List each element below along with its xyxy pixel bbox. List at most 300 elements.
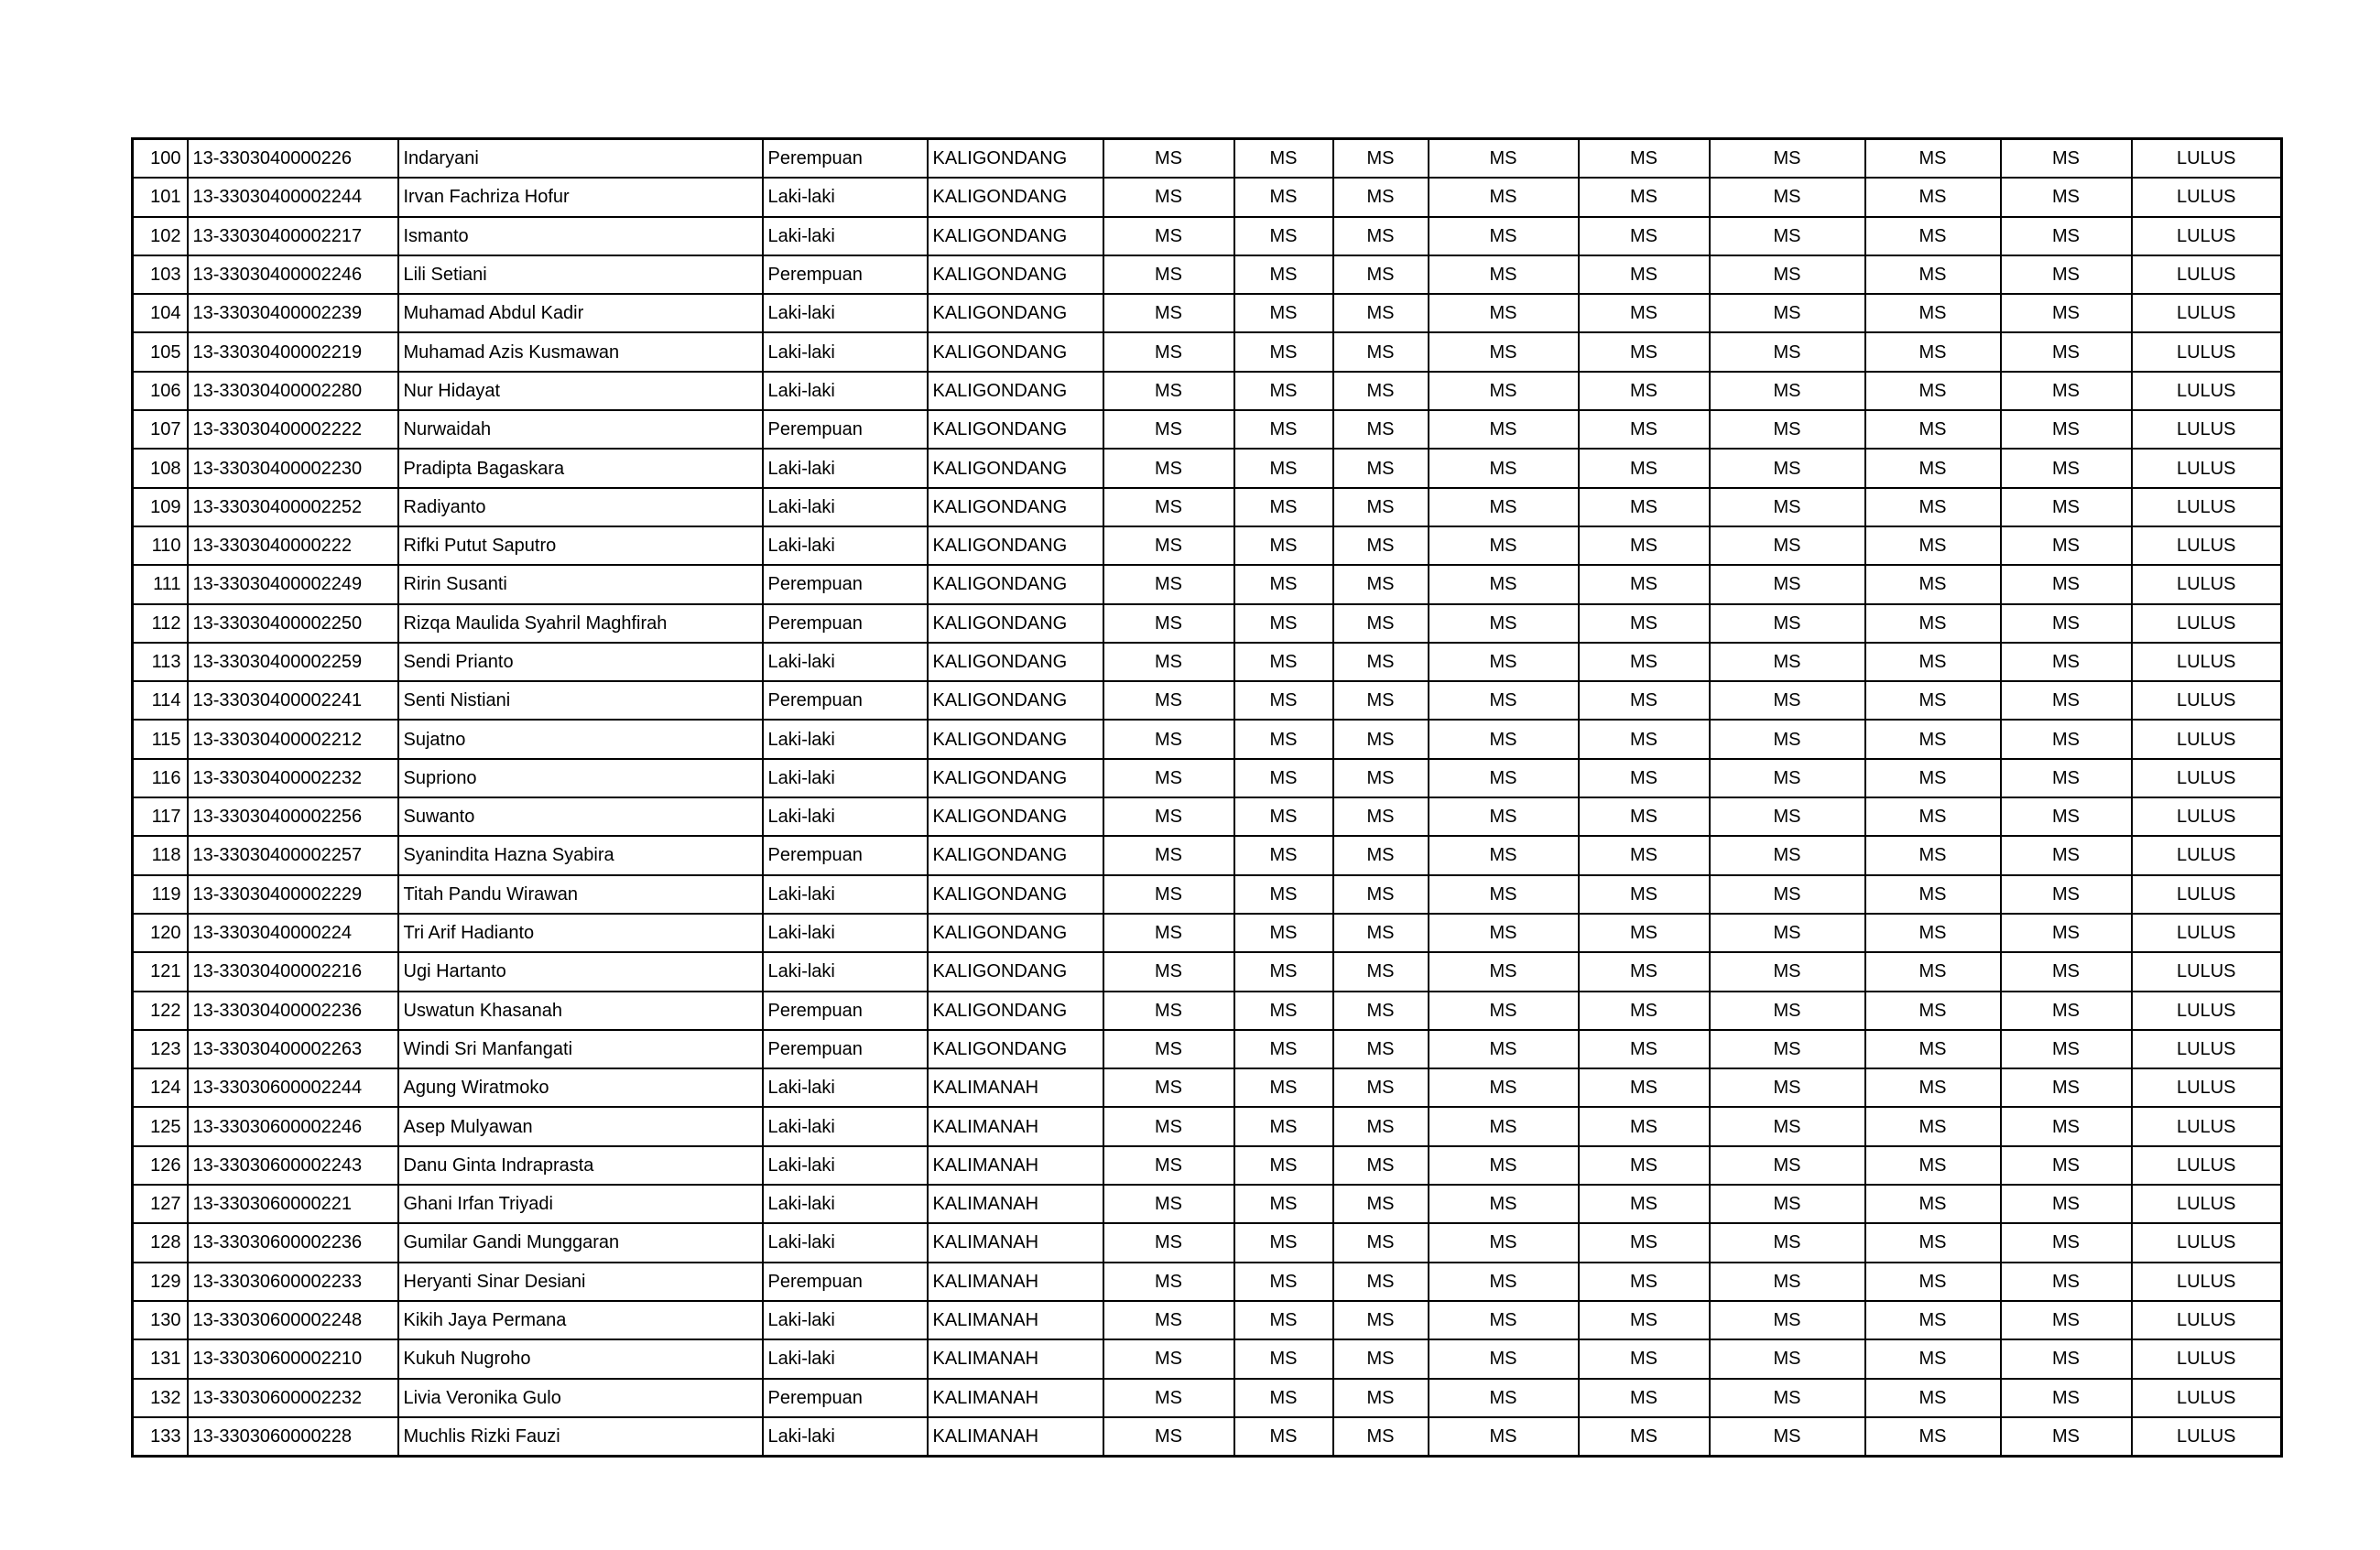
name-cell: Muchlis Rizki Fauzi: [398, 1417, 763, 1457]
criteria-3-cell: MS: [1333, 255, 1429, 294]
criteria-2-cell: MS: [1234, 526, 1333, 565]
gender-cell: Perempuan: [763, 410, 928, 449]
gender-cell: Laki-laki: [763, 1417, 928, 1457]
result-cell: LULUS: [2132, 217, 2282, 255]
criteria-2-cell: MS: [1234, 914, 1333, 952]
name-cell: Agung Wiratmoko: [398, 1068, 763, 1107]
criteria-5-cell: MS: [1579, 217, 1710, 255]
name-cell: Sendi Prianto: [398, 643, 763, 681]
criteria-8-cell: MS: [2001, 952, 2132, 991]
criteria-7-cell: MS: [1865, 836, 2001, 874]
district-cell: KALIMANAH: [928, 1379, 1103, 1417]
gender-cell: Laki-laki: [763, 294, 928, 332]
criteria-3-cell: MS: [1333, 1107, 1429, 1145]
criteria-5-cell: MS: [1579, 1068, 1710, 1107]
criteria-8-cell: MS: [2001, 914, 2132, 952]
criteria-6-cell: MS: [1710, 488, 1865, 526]
criteria-5-cell: MS: [1579, 681, 1710, 720]
participant-id-cell: 13-33030600002233: [188, 1263, 398, 1301]
gender-cell: Laki-laki: [763, 1185, 928, 1223]
criteria-7-cell: MS: [1865, 332, 2001, 371]
criteria-4-cell: MS: [1429, 217, 1579, 255]
criteria-1-cell: MS: [1103, 1379, 1234, 1417]
criteria-6-cell: MS: [1710, 1339, 1865, 1378]
criteria-1-cell: MS: [1103, 565, 1234, 603]
row-number-cell: 124: [133, 1068, 188, 1107]
gender-cell: Laki-laki: [763, 178, 928, 216]
criteria-8-cell: MS: [2001, 1068, 2132, 1107]
criteria-1-cell: MS: [1103, 681, 1234, 720]
criteria-6-cell: MS: [1710, 449, 1865, 487]
table-row: [133, 1379, 2282, 1417]
criteria-8-cell: MS: [2001, 488, 2132, 526]
table-row: [133, 178, 2282, 216]
result-cell: LULUS: [2132, 255, 2282, 294]
gender-cell: Laki-laki: [763, 914, 928, 952]
table-row: [133, 217, 2282, 255]
participant-id-cell: 13-33030600002232: [188, 1379, 398, 1417]
criteria-8-cell: MS: [2001, 1417, 2132, 1457]
criteria-5-cell: MS: [1579, 178, 1710, 216]
criteria-1-cell: MS: [1103, 836, 1234, 874]
gender-cell: Laki-laki: [763, 643, 928, 681]
criteria-2-cell: MS: [1234, 720, 1333, 758]
participant-id-cell: 13-33030400002280: [188, 372, 398, 410]
criteria-4-cell: MS: [1429, 1223, 1579, 1262]
criteria-4-cell: MS: [1429, 1379, 1579, 1417]
criteria-3-cell: MS: [1333, 332, 1429, 371]
gender-cell: Laki-laki: [763, 797, 928, 836]
criteria-4-cell: MS: [1429, 372, 1579, 410]
participant-id-cell: 13-3303040000224: [188, 914, 398, 952]
criteria-4-cell: MS: [1429, 332, 1579, 371]
criteria-1-cell: MS: [1103, 759, 1234, 797]
criteria-1-cell: MS: [1103, 875, 1234, 914]
criteria-1-cell: MS: [1103, 1223, 1234, 1262]
participant-id-cell: 13-33030400002229: [188, 875, 398, 914]
criteria-1-cell: MS: [1103, 1301, 1234, 1339]
name-cell: Titah Pandu Wirawan: [398, 875, 763, 914]
criteria-5-cell: MS: [1579, 1146, 1710, 1185]
criteria-1-cell: MS: [1103, 914, 1234, 952]
criteria-8-cell: MS: [2001, 1107, 2132, 1145]
criteria-2-cell: MS: [1234, 797, 1333, 836]
result-cell: LULUS: [2132, 1339, 2282, 1378]
gender-cell: Perempuan: [763, 565, 928, 603]
name-cell: Radiyanto: [398, 488, 763, 526]
result-cell: LULUS: [2132, 1223, 2282, 1262]
criteria-6-cell: MS: [1710, 294, 1865, 332]
criteria-2-cell: MS: [1234, 178, 1333, 216]
table-row: [133, 488, 2282, 526]
criteria-1-cell: MS: [1103, 255, 1234, 294]
criteria-3-cell: MS: [1333, 643, 1429, 681]
district-cell: KALIGONDANG: [928, 875, 1103, 914]
district-cell: KALIGONDANG: [928, 643, 1103, 681]
criteria-7-cell: MS: [1865, 178, 2001, 216]
criteria-3-cell: MS: [1333, 139, 1429, 179]
gender-cell: Perempuan: [763, 836, 928, 874]
district-cell: KALIGONDANG: [928, 797, 1103, 836]
row-number-cell: 133: [133, 1417, 188, 1457]
criteria-3-cell: MS: [1333, 1223, 1429, 1262]
criteria-6-cell: MS: [1710, 255, 1865, 294]
criteria-8-cell: MS: [2001, 1263, 2132, 1301]
criteria-8-cell: MS: [2001, 797, 2132, 836]
criteria-6-cell: MS: [1710, 1107, 1865, 1145]
criteria-3-cell: MS: [1333, 1339, 1429, 1378]
criteria-6-cell: MS: [1710, 526, 1865, 565]
criteria-1-cell: MS: [1103, 217, 1234, 255]
criteria-2-cell: MS: [1234, 332, 1333, 371]
criteria-4-cell: MS: [1429, 875, 1579, 914]
table-row: [133, 255, 2282, 294]
criteria-8-cell: MS: [2001, 643, 2132, 681]
criteria-1-cell: MS: [1103, 1107, 1234, 1145]
row-number-cell: 127: [133, 1185, 188, 1223]
criteria-4-cell: MS: [1429, 720, 1579, 758]
gender-cell: Perempuan: [763, 1379, 928, 1417]
name-cell: Danu Ginta Indraprasta: [398, 1146, 763, 1185]
criteria-8-cell: MS: [2001, 449, 2132, 487]
criteria-7-cell: MS: [1865, 643, 2001, 681]
district-cell: KALIGONDANG: [928, 526, 1103, 565]
criteria-7-cell: MS: [1865, 720, 2001, 758]
district-cell: KALIGONDANG: [928, 681, 1103, 720]
criteria-6-cell: MS: [1710, 1263, 1865, 1301]
criteria-6-cell: MS: [1710, 565, 1865, 603]
name-cell: Uswatun Khasanah: [398, 992, 763, 1030]
gender-cell: Laki-laki: [763, 952, 928, 991]
name-cell: Ismanto: [398, 217, 763, 255]
criteria-4-cell: MS: [1429, 139, 1579, 179]
row-number-cell: 104: [133, 294, 188, 332]
result-cell: LULUS: [2132, 759, 2282, 797]
criteria-3-cell: MS: [1333, 1379, 1429, 1417]
criteria-1-cell: MS: [1103, 720, 1234, 758]
result-cell: LULUS: [2132, 1030, 2282, 1068]
row-number-cell: 130: [133, 1301, 188, 1339]
name-cell: Ghani Irfan Triyadi: [398, 1185, 763, 1223]
criteria-8-cell: MS: [2001, 139, 2132, 179]
table-row: [133, 914, 2282, 952]
gender-cell: Perempuan: [763, 681, 928, 720]
result-cell: LULUS: [2132, 372, 2282, 410]
participant-id-cell: 13-3303060000221: [188, 1185, 398, 1223]
gender-cell: Laki-laki: [763, 875, 928, 914]
district-cell: KALIGONDANG: [928, 720, 1103, 758]
criteria-7-cell: MS: [1865, 488, 2001, 526]
criteria-4-cell: MS: [1429, 1068, 1579, 1107]
district-cell: KALIGONDANG: [928, 372, 1103, 410]
name-cell: Pradipta Bagaskara: [398, 449, 763, 487]
criteria-1-cell: MS: [1103, 449, 1234, 487]
criteria-8-cell: MS: [2001, 1185, 2132, 1223]
criteria-8-cell: MS: [2001, 836, 2132, 874]
criteria-7-cell: MS: [1865, 139, 2001, 179]
criteria-1-cell: MS: [1103, 372, 1234, 410]
criteria-6-cell: MS: [1710, 914, 1865, 952]
criteria-7-cell: MS: [1865, 1223, 2001, 1262]
criteria-6-cell: MS: [1710, 720, 1865, 758]
name-cell: Tri Arif Hadianto: [398, 914, 763, 952]
gender-cell: Perempuan: [763, 1030, 928, 1068]
result-cell: LULUS: [2132, 139, 2282, 179]
gender-cell: Laki-laki: [763, 1146, 928, 1185]
criteria-3-cell: MS: [1333, 720, 1429, 758]
table-row: [133, 526, 2282, 565]
criteria-1-cell: MS: [1103, 526, 1234, 565]
table-body: [133, 139, 2282, 1457]
criteria-8-cell: MS: [2001, 1030, 2132, 1068]
table-row: [133, 836, 2282, 874]
gender-cell: Laki-laki: [763, 488, 928, 526]
name-cell: Rifki Putut Saputro: [398, 526, 763, 565]
result-cell: LULUS: [2132, 488, 2282, 526]
criteria-3-cell: MS: [1333, 449, 1429, 487]
criteria-5-cell: MS: [1579, 255, 1710, 294]
criteria-6-cell: MS: [1710, 759, 1865, 797]
criteria-3-cell: MS: [1333, 178, 1429, 216]
table-row: [133, 565, 2282, 603]
participant-id-cell: 13-3303040000222: [188, 526, 398, 565]
criteria-3-cell: MS: [1333, 604, 1429, 643]
criteria-5-cell: MS: [1579, 294, 1710, 332]
criteria-8-cell: MS: [2001, 875, 2132, 914]
criteria-1-cell: MS: [1103, 294, 1234, 332]
criteria-5-cell: MS: [1579, 449, 1710, 487]
gender-cell: Perempuan: [763, 255, 928, 294]
criteria-7-cell: MS: [1865, 1030, 2001, 1068]
criteria-2-cell: MS: [1234, 1263, 1333, 1301]
criteria-7-cell: MS: [1865, 914, 2001, 952]
result-cell: LULUS: [2132, 836, 2282, 874]
criteria-5-cell: MS: [1579, 1263, 1710, 1301]
criteria-4-cell: MS: [1429, 255, 1579, 294]
criteria-3-cell: MS: [1333, 1417, 1429, 1457]
criteria-4-cell: MS: [1429, 1030, 1579, 1068]
district-cell: KALIGONDANG: [928, 178, 1103, 216]
criteria-4-cell: MS: [1429, 526, 1579, 565]
name-cell: Nurwaidah: [398, 410, 763, 449]
name-cell: Kikih Jaya Permana: [398, 1301, 763, 1339]
criteria-4-cell: MS: [1429, 604, 1579, 643]
criteria-7-cell: MS: [1865, 797, 2001, 836]
criteria-1-cell: MS: [1103, 604, 1234, 643]
name-cell: Gumilar Gandi Munggaran: [398, 1223, 763, 1262]
criteria-5-cell: MS: [1579, 372, 1710, 410]
gender-cell: Laki-laki: [763, 1223, 928, 1262]
criteria-3-cell: MS: [1333, 488, 1429, 526]
criteria-4-cell: MS: [1429, 1301, 1579, 1339]
criteria-3-cell: MS: [1333, 1030, 1429, 1068]
row-number-cell: 101: [133, 178, 188, 216]
criteria-5-cell: MS: [1579, 952, 1710, 991]
criteria-1-cell: MS: [1103, 488, 1234, 526]
criteria-7-cell: MS: [1865, 410, 2001, 449]
table-row: [133, 1263, 2282, 1301]
district-cell: KALIGONDANG: [928, 139, 1103, 179]
criteria-1-cell: MS: [1103, 643, 1234, 681]
criteria-1-cell: MS: [1103, 1185, 1234, 1223]
criteria-4-cell: MS: [1429, 992, 1579, 1030]
criteria-2-cell: MS: [1234, 255, 1333, 294]
gender-cell: Perempuan: [763, 992, 928, 1030]
district-cell: KALIMANAH: [928, 1185, 1103, 1223]
criteria-4-cell: MS: [1429, 294, 1579, 332]
result-cell: LULUS: [2132, 294, 2282, 332]
name-cell: Heryanti Sinar Desiani: [398, 1263, 763, 1301]
gender-cell: Laki-laki: [763, 526, 928, 565]
criteria-2-cell: MS: [1234, 1068, 1333, 1107]
criteria-3-cell: MS: [1333, 526, 1429, 565]
criteria-4-cell: MS: [1429, 1417, 1579, 1457]
criteria-8-cell: MS: [2001, 1339, 2132, 1378]
row-number-cell: 132: [133, 1379, 188, 1417]
table-row: [133, 643, 2282, 681]
gender-cell: Laki-laki: [763, 720, 928, 758]
result-cell: LULUS: [2132, 565, 2282, 603]
criteria-7-cell: MS: [1865, 992, 2001, 1030]
table-row: [133, 1107, 2282, 1145]
name-cell: Sujatno: [398, 720, 763, 758]
name-cell: Nur Hidayat: [398, 372, 763, 410]
row-number-cell: 123: [133, 1030, 188, 1068]
participant-id-cell: 13-33030600002243: [188, 1146, 398, 1185]
gender-cell: Laki-laki: [763, 1068, 928, 1107]
criteria-2-cell: MS: [1234, 217, 1333, 255]
criteria-2-cell: MS: [1234, 1107, 1333, 1145]
criteria-6-cell: MS: [1710, 1379, 1865, 1417]
criteria-3-cell: MS: [1333, 1185, 1429, 1223]
criteria-2-cell: MS: [1234, 681, 1333, 720]
criteria-3-cell: MS: [1333, 372, 1429, 410]
result-cell: LULUS: [2132, 526, 2282, 565]
table-row: [133, 720, 2282, 758]
criteria-2-cell: MS: [1234, 1339, 1333, 1378]
participant-id-cell: 13-33030400002219: [188, 332, 398, 371]
criteria-1-cell: MS: [1103, 332, 1234, 371]
criteria-5-cell: MS: [1579, 139, 1710, 179]
criteria-6-cell: MS: [1710, 139, 1865, 179]
criteria-4-cell: MS: [1429, 759, 1579, 797]
gender-cell: Laki-laki: [763, 1339, 928, 1378]
result-cell: LULUS: [2132, 1417, 2282, 1457]
participant-id-cell: 13-33030400002217: [188, 217, 398, 255]
criteria-8-cell: MS: [2001, 410, 2132, 449]
criteria-6-cell: MS: [1710, 1301, 1865, 1339]
criteria-6-cell: MS: [1710, 604, 1865, 643]
criteria-2-cell: MS: [1234, 992, 1333, 1030]
row-number-cell: 119: [133, 875, 188, 914]
table-row: [133, 875, 2282, 914]
criteria-8-cell: MS: [2001, 178, 2132, 216]
criteria-2-cell: MS: [1234, 1417, 1333, 1457]
participant-id-cell: 13-33030400002263: [188, 1030, 398, 1068]
row-number-cell: 120: [133, 914, 188, 952]
criteria-5-cell: MS: [1579, 836, 1710, 874]
criteria-5-cell: MS: [1579, 1223, 1710, 1262]
table-row: [133, 372, 2282, 410]
district-cell: KALIGONDANG: [928, 255, 1103, 294]
row-number-cell: 121: [133, 952, 188, 991]
result-cell: LULUS: [2132, 1146, 2282, 1185]
criteria-6-cell: MS: [1710, 797, 1865, 836]
name-cell: Lili Setiani: [398, 255, 763, 294]
gender-cell: Laki-laki: [763, 372, 928, 410]
criteria-5-cell: MS: [1579, 1379, 1710, 1417]
criteria-5-cell: MS: [1579, 759, 1710, 797]
participant-id-cell: 13-33030400002241: [188, 681, 398, 720]
criteria-1-cell: MS: [1103, 992, 1234, 1030]
criteria-2-cell: MS: [1234, 1185, 1333, 1223]
criteria-3-cell: MS: [1333, 1146, 1429, 1185]
criteria-5-cell: MS: [1579, 1417, 1710, 1457]
criteria-1-cell: MS: [1103, 952, 1234, 991]
participant-id-cell: 13-33030400002216: [188, 952, 398, 991]
criteria-4-cell: MS: [1429, 1107, 1579, 1145]
criteria-4-cell: MS: [1429, 1263, 1579, 1301]
participant-id-cell: 13-33030400002250: [188, 604, 398, 643]
criteria-4-cell: MS: [1429, 797, 1579, 836]
criteria-7-cell: MS: [1865, 1301, 2001, 1339]
criteria-7-cell: MS: [1865, 449, 2001, 487]
name-cell: Asep Mulyawan: [398, 1107, 763, 1145]
criteria-6-cell: MS: [1710, 681, 1865, 720]
table-row: [133, 797, 2282, 836]
table-row: [133, 410, 2282, 449]
criteria-5-cell: MS: [1579, 410, 1710, 449]
name-cell: Windi Sri Manfangati: [398, 1030, 763, 1068]
criteria-7-cell: MS: [1865, 759, 2001, 797]
participant-id-cell: 13-33030400002212: [188, 720, 398, 758]
name-cell: Livia Veronika Gulo: [398, 1379, 763, 1417]
result-cell: LULUS: [2132, 449, 2282, 487]
result-cell: LULUS: [2132, 797, 2282, 836]
criteria-5-cell: MS: [1579, 914, 1710, 952]
district-cell: KALIMANAH: [928, 1223, 1103, 1262]
criteria-8-cell: MS: [2001, 1146, 2132, 1185]
result-cell: LULUS: [2132, 992, 2282, 1030]
criteria-2-cell: MS: [1234, 449, 1333, 487]
participant-id-cell: 13-33030400002244: [188, 178, 398, 216]
criteria-5-cell: MS: [1579, 875, 1710, 914]
criteria-2-cell: MS: [1234, 139, 1333, 179]
result-cell: LULUS: [2132, 604, 2282, 643]
name-cell: Kukuh Nugroho: [398, 1339, 763, 1378]
results-table: [131, 137, 2283, 1458]
result-cell: LULUS: [2132, 681, 2282, 720]
criteria-2-cell: MS: [1234, 643, 1333, 681]
table-row: [133, 992, 2282, 1030]
result-cell: LULUS: [2132, 410, 2282, 449]
criteria-2-cell: MS: [1234, 488, 1333, 526]
row-number-cell: 116: [133, 759, 188, 797]
criteria-4-cell: MS: [1429, 178, 1579, 216]
result-cell: LULUS: [2132, 1301, 2282, 1339]
criteria-3-cell: MS: [1333, 797, 1429, 836]
criteria-4-cell: MS: [1429, 1146, 1579, 1185]
district-cell: KALIGONDANG: [928, 604, 1103, 643]
criteria-3-cell: MS: [1333, 759, 1429, 797]
criteria-7-cell: MS: [1865, 1185, 2001, 1223]
criteria-3-cell: MS: [1333, 952, 1429, 991]
criteria-7-cell: MS: [1865, 604, 2001, 643]
name-cell: Muhamad Abdul Kadir: [398, 294, 763, 332]
row-number-cell: 107: [133, 410, 188, 449]
name-cell: Ugi Hartanto: [398, 952, 763, 991]
criteria-8-cell: MS: [2001, 604, 2132, 643]
